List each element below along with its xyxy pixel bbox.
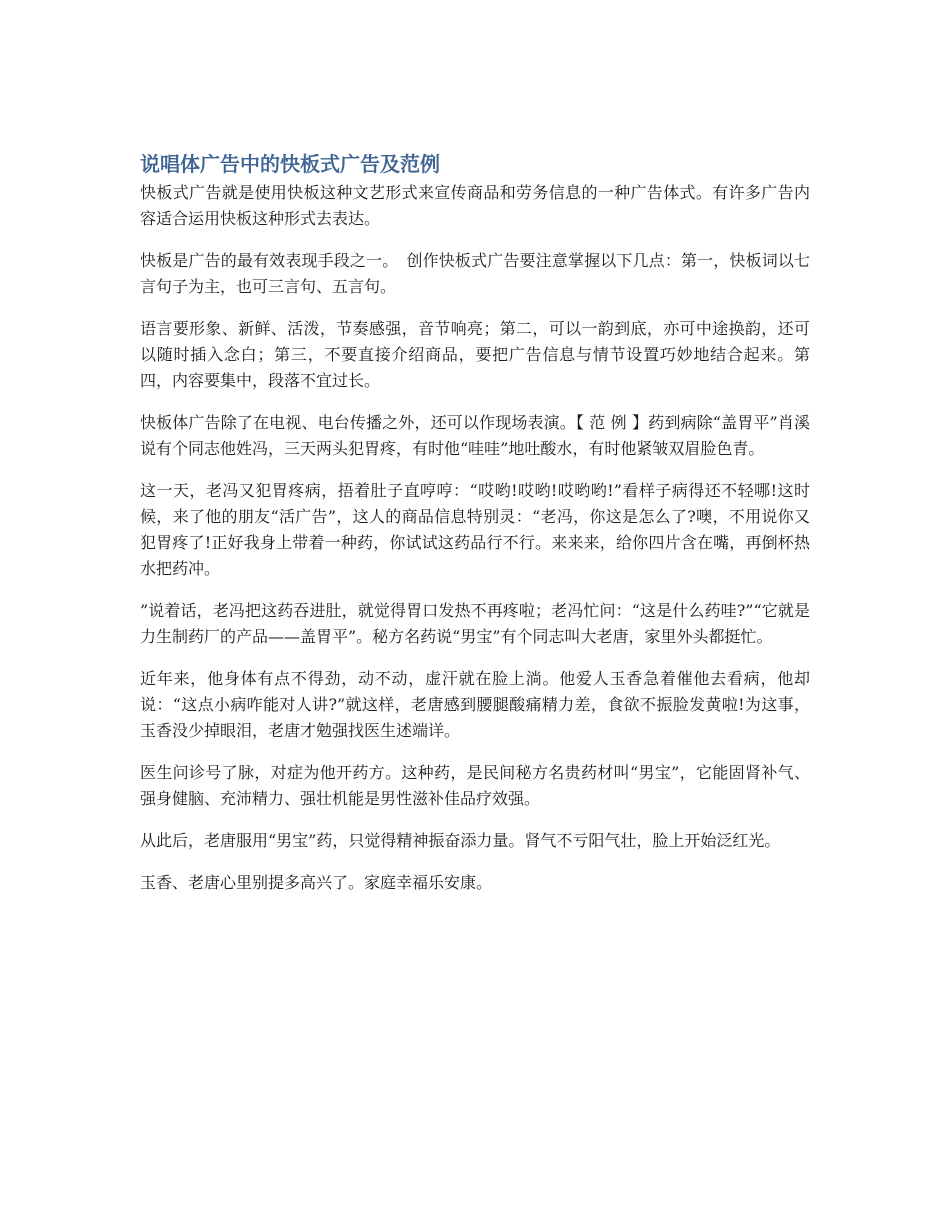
paragraph-5: 这一天，老冯又犯胃疼病，捂着肚子直哼哼：“哎哟!哎哟!哎哟哟!”看样子病得还不轻哪!这时候，来了他的朋友“活广告”，这人的商品信息特别灵：“老冯，你这是怎么了?噢，不用说你又犯胃疼了!正好我身上带着一种药，你试试这药品行不行。来来来，给你四片含在嘴，再倒杯热水把药冲。 xyxy=(140,481,810,578)
paragraph-1: 快板式广告就是使用快板这种文艺形式来宣传商品和劳务信息的一种广告体式。有许多广告内容适合运用快板这种形式去表达。 xyxy=(140,183,810,228)
paragraph-9: 从此后，老唐服用“男宝”药，只觉得精神振奋添力量。肾气不亏阳气壮，脸上开始泛红光。 xyxy=(140,831,781,850)
paragraph-6: ”说着话，老冯把这药吞进肚，就觉得胃口发热不再疼啦；老冯忙问：“这是什么药哇?”“它就是力生制药厂的产品——盖胃平”。秘方名药说“男宝”有个同志叫大老唐，家里外头都挺忙。 xyxy=(140,601,810,646)
paragraph-4: 快板体广告除了在电视、电台传播之外，还可以作现场表演。【 范 例 】药到病除“盖胃平”肖溪说有个同志他姓冯，三天两头犯胃疼，有时他“哇哇”地吐酸水，有时他紧皱双眉脸色青。 xyxy=(140,413,810,458)
paragraph-8: 医生问诊号了脉，对症为他开药方。这种药，是民间秘方名贵药材叫“男宝”，它能固肾补气、强身健脑、充沛精力、强壮机能是男性滋补佳品疗效强。 xyxy=(140,763,810,808)
document-page xyxy=(140,150,810,912)
paragraph-3: 语言要形象、新鲜、活泼，节奏感强，音节响亮；第二，可以一韵到底，亦可中途换韵，还可以随时插入念白；第三，不要直接介绍商品，要把广告信息与情节设置巧妙地结合起来。第四，内容要集中，段落不宜过长。 xyxy=(140,319,810,390)
paragraph-7: 近年来，他身体有点不得劲，动不动，虚汗就在脸上淌。他爱人玉香急着催他去看病，他却说：“这点小病咋能对人讲?”就这样，老唐感到腰腿酸痛精力差，食欲不振脸发黄啦!为这事，玉香没少掉眼泪，老唐才勉强找医生述端详。 xyxy=(140,669,810,740)
document-title: 说唱体广告中的快板式广告及范例 xyxy=(140,152,440,176)
paragraph-10: 玉香、老唐心里别提多高兴了。家庭幸福乐安康。 xyxy=(140,873,493,892)
paragraph-2: 快板是广告的最有效表现手段之一。 创作快板式广告要注意掌握以下几点：第一，快板词以七言句子为主，也可三言句、五言句。 xyxy=(140,251,810,296)
